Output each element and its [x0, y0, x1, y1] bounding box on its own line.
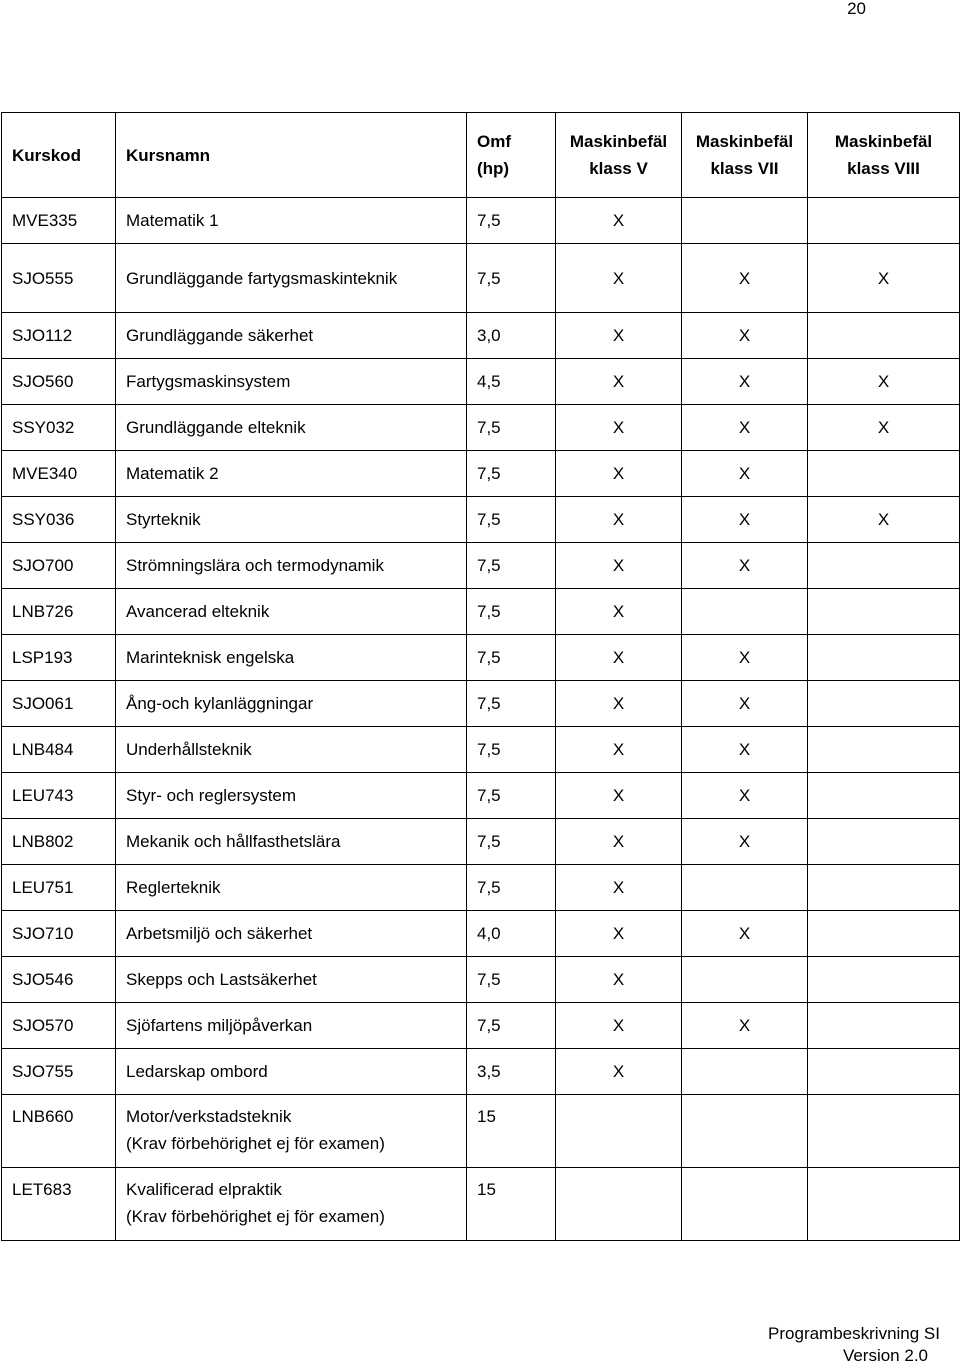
- class-v-mark: X: [556, 773, 682, 819]
- course-name-cell: Strömningslära och termodynamik: [116, 543, 467, 589]
- credits-cell: 7,5: [467, 543, 556, 589]
- course-name-cell: Fartygsmaskinsystem: [116, 359, 467, 405]
- course-name-cell: Grundläggande elteknik: [116, 405, 467, 451]
- header-class-viii: Maskinbefäl klass VIII: [808, 113, 960, 198]
- course-name-cell: Skepps och Lastsäkerhet: [116, 957, 467, 1003]
- table-row: [2, 451, 960, 497]
- credits-cell: 7,5: [467, 405, 556, 451]
- class-viii-mark: X: [808, 244, 960, 313]
- class-viii-mark: [808, 681, 960, 727]
- course-code-cell: SJO755: [2, 1049, 116, 1095]
- class-vii-mark: X: [682, 405, 808, 451]
- class-vii-mark: X: [682, 451, 808, 497]
- class-v-mark: X: [556, 451, 682, 497]
- class-vii-mark: [682, 589, 808, 635]
- course-name-cell: Reglerteknik: [116, 865, 467, 911]
- page-number: 20: [847, 0, 866, 18]
- class-v-mark: X: [556, 727, 682, 773]
- table-row: [2, 635, 960, 681]
- class-vii-mark: X: [682, 681, 808, 727]
- credits-cell: 7,5: [467, 497, 556, 543]
- table-row: [2, 405, 960, 451]
- class-v-mark: X: [556, 1003, 682, 1049]
- course-table: [1, 112, 960, 1241]
- course-name-cell: Mekanik och hållfasthetslära: [116, 819, 467, 865]
- class-vii-mark: X: [682, 1003, 808, 1049]
- course-name-cell: Styrteknik: [116, 497, 467, 543]
- class-vii-mark: X: [682, 359, 808, 405]
- class-viii-mark: [808, 1168, 960, 1241]
- credits-cell: 7,5: [467, 681, 556, 727]
- table-row: [2, 727, 960, 773]
- class-v-mark: X: [556, 198, 682, 244]
- credits-cell: 3,0: [467, 313, 556, 359]
- course-code-cell: LEU743: [2, 773, 116, 819]
- class-v-mark: X: [556, 911, 682, 957]
- course-name-cell: Sjöfartens miljöpåverkan: [116, 1003, 467, 1049]
- class-viii-mark: [808, 635, 960, 681]
- credits-cell: 7,5: [467, 1003, 556, 1049]
- course-name-cell: Motor/verkstadsteknik (Krav förbehörighet ej för examen): [116, 1095, 467, 1168]
- class-viii-mark: [808, 865, 960, 911]
- credits-cell: 7,5: [467, 957, 556, 1003]
- class-viii-mark: [808, 198, 960, 244]
- class-viii-mark: [808, 773, 960, 819]
- credits-cell: 7,5: [467, 773, 556, 819]
- table-row: [2, 359, 960, 405]
- class-v-mark: X: [556, 819, 682, 865]
- course-code-cell: SJO570: [2, 1003, 116, 1049]
- course-name-cell: Underhållsteknik: [116, 727, 467, 773]
- class-v-mark: X: [556, 244, 682, 313]
- table-row: [2, 865, 960, 911]
- class-viii-mark: [808, 451, 960, 497]
- credits-cell: 7,5: [467, 198, 556, 244]
- class-viii-mark: [808, 911, 960, 957]
- class-viii-mark: [808, 589, 960, 635]
- class-viii-mark: X: [808, 497, 960, 543]
- course-code-cell: LNB802: [2, 819, 116, 865]
- course-name-cell: Arbetsmiljö och säkerhet: [116, 911, 467, 957]
- class-viii-mark: X: [808, 405, 960, 451]
- class-vii-mark: [682, 957, 808, 1003]
- class-v-mark: X: [556, 957, 682, 1003]
- course-code-cell: SJO560: [2, 359, 116, 405]
- course-name-cell: Styr- och reglersystem: [116, 773, 467, 819]
- course-code-cell: LET683: [2, 1168, 116, 1241]
- credits-cell: 7,5: [467, 244, 556, 313]
- course-code-cell: LSP193: [2, 635, 116, 681]
- course-name-cell: Ång-och kylanläggningar: [116, 681, 467, 727]
- class-vii-mark: X: [682, 497, 808, 543]
- class-v-mark: [556, 1168, 682, 1241]
- course-code-cell: LNB484: [2, 727, 116, 773]
- credits-cell: 7,5: [467, 635, 556, 681]
- table-row: [2, 911, 960, 957]
- course-code-cell: SSY036: [2, 497, 116, 543]
- course-name-cell: Grundläggande fartygsmaskinteknik: [116, 244, 467, 313]
- class-viii-mark: [808, 957, 960, 1003]
- table-row: [2, 957, 960, 1003]
- table-row: [2, 1168, 960, 1241]
- footer-version: Version 2.0: [842, 1346, 928, 1365]
- class-vii-mark: [682, 1095, 808, 1168]
- class-vii-mark: [682, 1168, 808, 1241]
- class-v-mark: X: [556, 635, 682, 681]
- class-vii-mark: X: [682, 819, 808, 865]
- course-code-cell: MVE340: [2, 451, 116, 497]
- class-viii-mark: [808, 1003, 960, 1049]
- table-row: [2, 819, 960, 865]
- table-row: [2, 681, 960, 727]
- course-code-cell: MVE335: [2, 198, 116, 244]
- header-credits: Omf (hp): [467, 113, 556, 198]
- credits-cell: 7,5: [467, 865, 556, 911]
- course-name-cell: Matematik 2: [116, 451, 467, 497]
- header-course-code: Kurskod: [2, 113, 116, 198]
- course-name-note: (Krav förbehörighet ej för examen): [126, 1134, 385, 1153]
- credits-cell: 3,5: [467, 1049, 556, 1095]
- course-name-note: (Krav förbehörighet ej för examen): [126, 1207, 385, 1226]
- credits-cell: 7,5: [467, 819, 556, 865]
- class-v-mark: X: [556, 1049, 682, 1095]
- class-viii-mark: [808, 1049, 960, 1095]
- class-vii-mark: X: [682, 543, 808, 589]
- table-row: [2, 198, 960, 244]
- course-code-cell: SJO112: [2, 313, 116, 359]
- footer: [0, 1323, 940, 1367]
- class-vii-mark: X: [682, 773, 808, 819]
- class-vii-mark: X: [682, 727, 808, 773]
- class-vii-mark: [682, 198, 808, 244]
- course-code-cell: LNB660: [2, 1095, 116, 1168]
- course-name-cell: Matematik 1: [116, 198, 467, 244]
- class-v-mark: X: [556, 865, 682, 911]
- class-v-mark: X: [556, 359, 682, 405]
- class-vii-mark: [682, 865, 808, 911]
- header-class-vii: Maskinbefäl klass VII: [682, 113, 808, 198]
- class-v-mark: X: [556, 681, 682, 727]
- table-row: [2, 1003, 960, 1049]
- course-code-cell: SSY032: [2, 405, 116, 451]
- table-row: [2, 497, 960, 543]
- course-name-cell: Grundläggande säkerhet: [116, 313, 467, 359]
- footer-document-title: Programbeskrivning SI: [768, 1324, 940, 1343]
- course-code-cell: SJO700: [2, 543, 116, 589]
- header-class-v: Maskinbefäl klass V: [556, 113, 682, 198]
- class-v-mark: X: [556, 313, 682, 359]
- class-v-mark: [556, 1095, 682, 1168]
- course-name-cell: Ledarskap ombord: [116, 1049, 467, 1095]
- table-row: [2, 543, 960, 589]
- table-row: [2, 244, 960, 313]
- course-name-cell: Kvalificerad elpraktik (Krav förbehörighet ej för examen): [116, 1168, 467, 1241]
- table-row: [2, 1095, 960, 1168]
- class-vii-mark: X: [682, 635, 808, 681]
- class-vii-mark: X: [682, 244, 808, 313]
- credits-cell: 7,5: [467, 727, 556, 773]
- class-v-mark: X: [556, 497, 682, 543]
- credits-cell: 4,5: [467, 359, 556, 405]
- class-viii-mark: [808, 727, 960, 773]
- class-v-mark: X: [556, 543, 682, 589]
- class-vii-mark: [682, 1049, 808, 1095]
- table-row: [2, 589, 960, 635]
- class-vii-mark: X: [682, 911, 808, 957]
- table-row: [2, 313, 960, 359]
- credits-cell: 4,0: [467, 911, 556, 957]
- table-row: [2, 773, 960, 819]
- course-name-cell: Marinteknisk engelska: [116, 635, 467, 681]
- credits-cell: 15: [467, 1095, 556, 1168]
- table-header-row: [2, 113, 960, 198]
- table-row: [2, 1049, 960, 1095]
- class-viii-mark: [808, 313, 960, 359]
- class-v-mark: X: [556, 589, 682, 635]
- course-code-cell: SJO710: [2, 911, 116, 957]
- course-code-cell: LEU751: [2, 865, 116, 911]
- course-code-cell: SJO546: [2, 957, 116, 1003]
- credits-cell: 7,5: [467, 451, 556, 497]
- class-vii-mark: X: [682, 313, 808, 359]
- credits-cell: 7,5: [467, 589, 556, 635]
- header-course-name: Kursnamn: [116, 113, 467, 198]
- class-viii-mark: X: [808, 359, 960, 405]
- course-code-cell: LNB726: [2, 589, 116, 635]
- course-name-cell: Avancerad elteknik: [116, 589, 467, 635]
- class-viii-mark: [808, 819, 960, 865]
- course-code-cell: SJO555: [2, 244, 116, 313]
- class-viii-mark: [808, 543, 960, 589]
- credits-cell: 15: [467, 1168, 556, 1241]
- class-v-mark: X: [556, 405, 682, 451]
- course-code-cell: SJO061: [2, 681, 116, 727]
- class-viii-mark: [808, 1095, 960, 1168]
